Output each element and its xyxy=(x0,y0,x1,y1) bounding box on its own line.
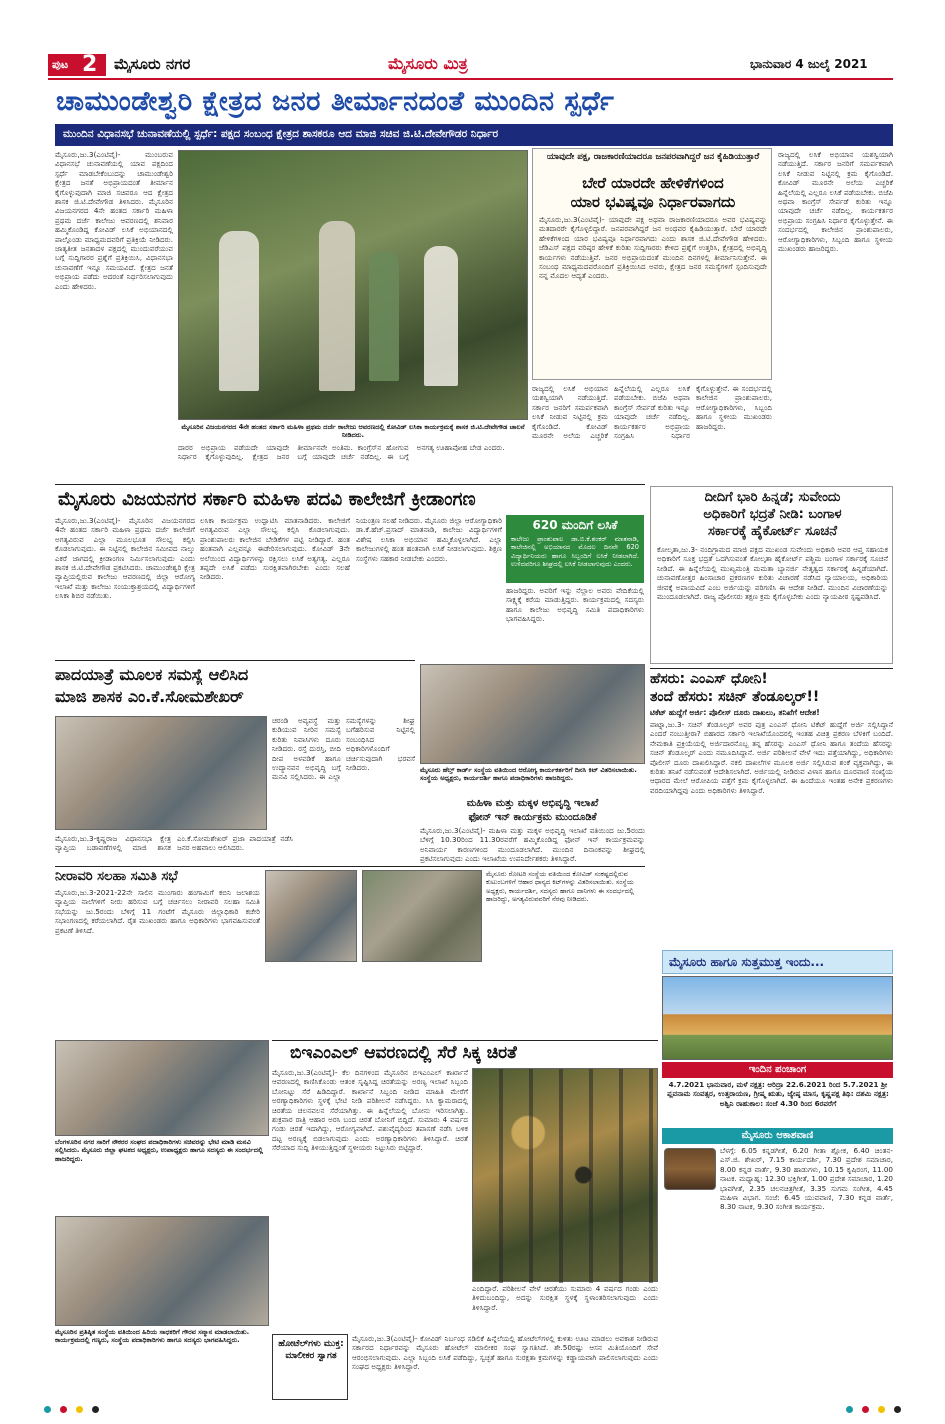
college-top-rule xyxy=(55,484,645,485)
bengal-kicker: ದೀದಿಗೆ ಭಾರಿ ಹಿನ್ನಡೆ; ಸುವೇಂದು xyxy=(704,490,841,505)
college-headline: ಮೈಸೂರು ವಿಜಯನಗರ ಸರ್ಕಾರಿ ಮಹಿಳಾ ಪದವಿ ಕಾಲೇಜಿಗೆ ಕ್ರೀಡಾಂಗಣ xyxy=(58,489,476,510)
leopard-photo xyxy=(472,1068,658,1282)
reg-dot-1 xyxy=(44,1406,51,1413)
hotel-box-title: ಹೋಟೆಲ್‌ಗಳು ಮುಕ್ತ: ಮಾಲೀಕರ ಸ್ವಾಗತ xyxy=(278,1339,344,1361)
bengal-body: ಕೋಲ್ಕತಾ,ಜು.3- ನಂದಿಗ್ರಾಮದ ಮಾಜಿ ಪಕ್ಷದ ಮುಖಂಡ ಸುವೇಂದು ಅಧಿಕಾರಿ ಅವರ ಆಪ್ತ ಸಹಾಯಕ ಅಧಿಕಾರಿಗೆ ಸೂಕ್ತ ಭದ್ರತೆ ಒದಗಿಸುವಂತೆ ಕೋಲ್ಕತಾ ಹೈಕೋರ್ಟ್ ಪಶ್ಚಿಮ ಬಂಗಾಳ ಸರ್ಕಾರಕ್ಕೆ ಸೂಚನೆ ನೀಡಿದೆ. ಈ ಹಿನ್ನೆಲೆಯಲ್ಲಿ ಮುಖ್ಯಮಂತ್ರಿ ಮಮತಾ ಬ್ಯಾನರ್ಜಿ ನೇತೃತ್ವದ ಸರ್ಕಾರಕ್ಕೆ ಹಿನ್ನಡೆಯಾಗಿದೆ. ಚುನಾವಣೋತ್ತರ ಹಿಂಸಾಚಾರ ಪ್ರಕರಣಗಳ ಕುರಿತು ವಿಚಾರಣೆ ನಡೆಸಿದ ನ್ಯಾಯಾಲಯ, ಅಧಿಕಾರಿಯ ಜೀವಕ್ಕೆ ಅಪಾಯವಿದೆ ಎಂಬ ಅರ್ಜಿಯನ್ನು ಪರಿಗಣಿಸಿ ಈ ಆದೇಶ ನೀಡಿದೆ. ಮುಂದಿನ ವಿಚಾರಣೆಯನ್ನು ಮುಂದೂಡಲಾಗಿದೆ. ರಾಜ್ಯ ಪೊಲೀಸರು ತಕ್ಷಣ ಕ್ರಮ ಕೈಗೊಳ್ಳಬೇಕು ಎಂದು ನ್ಯಾಯಪೀಠ ಸ್ಪಷ್ಟಪಡಿಸಿದೆ. xyxy=(657,545,888,602)
panchanga-title-bar xyxy=(662,1062,893,1078)
today-title-bar xyxy=(662,950,893,974)
leopard-top-rule xyxy=(272,1040,658,1041)
lead-photo-figure-2 xyxy=(319,221,355,391)
radio-title: ಮೈಸೂರು ಆಕಾಶವಾಣಿ xyxy=(741,1130,814,1141)
page-label: ಪುಟ xyxy=(52,58,69,71)
radio-body: ಬೆಳಗ್ಗೆ: 6.05 ಕನ್ನಡಗೀತೆ, 6.20 ಗೀತಾ ಶ್ಲೋಕ, 6.40 ಚಿಂತನ-ಎಸ್.ಜಿ. ಶೇಖರ್, 7.15 ಕಾರ್ಯದರ್ಶಿ, 7.30 ಪ್ರದೇಶ ಸಮಾಚಾರ, 8.00 ಕನ್ನಡ ವಾರ್ತೆ, 9.30 ಹಾಡುಗಳು, 10.15 ಕೃಷಿರಂಗ, 11.00 ನಾಟಕ. ಮಧ್ಯಾಹ್ನ: 12.30 ಭಕ್ತಿಗೀತೆ, 1.00 ಪ್ರದೇಶ ಸಮಾಚಾರ, 1.20 ಭಾವಗೀತೆ, 2.35 ಚಲನಚಿತ್ರಗೀತೆ, 3.35 ಸುಗಮ ಸಂಗೀತ, 4.45 ಮಹಿಳಾ ವಿಭಾಗ. ಸಂಜೆ: 6.45 ಯುವವಾಣಿ, 7.30 ಕನ್ನಡ ವಾರ್ತೆ, 8.30 ನಾಟಕ, 9.30 ಸಂಗೀತ ಕಾರ್ಯಕ್ರಮ. xyxy=(720,1146,893,1212)
relief-photo-2 xyxy=(362,870,482,962)
lead-col-1: ಮೈಸೂರು,ಜು.3(ಎಂಟಿವೈ)- ಮುಂಬರುವ ವಿಧಾನಸಭೆ ಚುನಾವಣೆಯಲ್ಲಿ ಯಾವ ಪಕ್ಷದಿಂದ ಸ್ಪರ್ಧೆ ಮಾಡಬೇಕೆಂಬುದನ್ನು ಚಾಮುಂಡೇಶ್ವರಿ ಕ್ಷೇತ್ರದ ಜನತೆ ಅಭಿಪ್ರಾಯದಂತೆ ತೀರ್ಮಾನ ಕೈಗೊಳ್ಳುವುದಾಗಿ ಮಾಜಿ ಸಚಿವರೂ ಆದ ಕ್ಷೇತ್ರದ ಶಾಸಕ ಜಿ.ಟಿ.ದೇವೇಗೌಡ ತಿಳಿಸಿದರು. ಮೈಸೂರಿನ ವಿಜಯನಗರದ 4ನೇ ಹಂತದ ಸರ್ಕಾರಿ ಮಹಿಳಾ ಪ್ರಥಮ ದರ್ಜೆ ಕಾಲೇಜು ಆವರಣದಲ್ಲಿ ಶನಿವಾರ ಹಮ್ಮಿಕೊಂಡಿದ್ದ ಕೋವಿಡ್ ಲಸಿಕೆ ಅಭಿಯಾನದಲ್ಲಿ ಪಾಲ್ಗೊಂಡು ಮಾಧ್ಯಮದವರಿಗೆ ಪ್ರತಿಕ್ರಿಯೆ ನೀಡಿದರು. ಜಾತ್ಯತೀತ ಜನತಾದಳ ಪಕ್ಷದಲ್ಲಿ ಮುಂದುವರೆಯುವ ಬಗ್ಗೆ ಸುದ್ದಿಗಾರರ ಪ್ರಶ್ನೆಗೆ ಪ್ರತಿಕ್ರಿಯಿಸಿ, ವಿಧಾನಸಭಾ ಚುನಾವಣೆಗೆ ಇನ್ನೂ ಸಮಯವಿದೆ. ಕ್ಷೇತ್ರದ ಜನತೆ ಅಭಿಪ್ರಾಯ ಪಡೆದು ಅದರಂತೆ ನಿರ್ಧರಿಸಲಾಗುವುದು ಎಂದು ಹೇಳಿದರು. xyxy=(55,150,173,291)
leopard-headline: ಬಿಇಎಂಎಲ್ ಆವರಣದಲ್ಲಿ ಸೆರೆ ಸಿಕ್ಕ ಚಿರತೆ xyxy=(290,1043,517,1063)
bengal-headline-1: ಅಧಿಕಾರಿಗೆ ಭದ್ರತೆ ನೀಡಿ: ಬಂಗಾಳ xyxy=(703,507,842,522)
sidebar-headline-1: ಬೇರೆ ಯಾರದೇ ಹೇಳಿಕೆಗಳಿಂದ xyxy=(582,174,724,192)
lead-col-under-photo: ದಾರರ ಅಭಿಪ್ರಾಯ ಪಡೆಯದೇ ಯಾವುದೇ ನಿರ್ಧಾರ ಕೈಗೊಳ್ಳುವುದಿಲ್ಲ. ಕ್ಷೇತ್ರದ ಜನರ ತೀರ್ಮಾನವೇ ಅಂತಿಮ. ಕಾಂಗ್ರೆಸ್‌ನ ಹೋಗುವ ಬಗ್ಗೆ ಯಾವುದೇ ಚರ್ಚೆ ನಡೆದಿಲ್ಲ. ಈ ಬಗ್ಗೆ ಅನಗತ್ಯ ಊಹಾಪೋಹ ಬೇಡ ಎಂದರು. xyxy=(178,443,505,462)
college-box-title: 620 ಮಂದಿಗೆ ಲಸಿಕೆ xyxy=(532,518,618,532)
bengal-box xyxy=(650,486,893,664)
felicitation-caption-1: ಬೆಂಗಳೂರಿನ ನಗರ ಸಾರಿಗೆ ನೌಕರರ ಸಂಘದ ಪದಾಧಿಕಾರಿಗಳು ಸಚಿವರನ್ನು ಭೇಟಿ ಮಾಡಿ ಮನವಿ ಸಲ್ಲಿಸಿದರು. ಮೈಸೂರು ಜಿಲ್ಲಾ ಘಟಕದ ಅಧ್ಯಕ್ಷರು, ಉಪಾಧ್ಯಕ್ಷರು ಹಾಗೂ ಸದಸ್ಯರು ಈ ಸಂದರ್ಭದಲ್ಲಿ ಹಾಜರಿದ್ದರು. xyxy=(55,1138,263,1163)
lead-photo-caption: ಮೈಸೂರಿನ ವಿಜಯನಗರದ 4ನೇ ಹಂತದ ಸರ್ಕಾರಿ ಮಹಿಳಾ ಪ್ರಥಮ ದರ್ಜೆ ಕಾಲೇಜು ಆವರಣದಲ್ಲಿ ಕೋವಿಡ್ ಲಸಿಕಾ ಕಾರ್ಯಕ್ರಮಕ್ಕೆ ಶಾಸಕ ಜಿ.ಟಿ.ದೇವೇಗೌಡ ಚಾಲನೆ ನೀಡಿದರು. xyxy=(181,423,525,440)
radio-title-bar xyxy=(662,1128,893,1144)
college-col-4: ಹಾಜರಿದ್ದರು. ಅವರಿಗೆ ಇನ್ನು ನೆಲ್ಲಾಲ ಅವರು ವೇದಿಕೆಯಲ್ಲಿ ಸಾಕ್ಷ್ಯಕ್ಕೆ ಕರೆಯ ಮಾಡುತ್ತಿದ್ದರು. ಕಾರ್ಯಕ್ರಮದಲ್ಲಿ ಸದಸ್ಯರು ಹಾಗೂ ಕಾಲೇಜು ಅಭಿವೃದ್ಧಿ ಸಮಿತಿ ಪದಾಧಿಕಾರಿಗಳು ಭಾಗವಹಿಸಿದ್ದರು. xyxy=(506,586,644,624)
lead-photo-figure-1 xyxy=(219,231,259,391)
committee-headline: ನೀರಾವರಿ ಸಲಹಾ ಸಮಿತಿ ಸಭೆ xyxy=(55,869,178,884)
section-title: ಮೈಸೂರು ನಗರ xyxy=(114,55,191,73)
lead-photo-figure-4 xyxy=(424,246,458,386)
padayatra-caption: ಮೈಸೂರು,ಜು.3-ಕೃಷ್ಣರಾಜ ವಿಧಾನಸಭಾ ಕ್ಷೇತ್ರ ವ್ಯಾಪ್ತಿಯ ಬಡಾವಣೆಗಳಲ್ಲಿ ಮಾಜಿ ಶಾಸಕ ಎಂ.ಕೆ.ಸೋಮಶೇಖರ್ ಪ್ರಜಾ ಪಾದಯಾತ್ರೆ ನಡೆಸಿ ಜನರ ಅಹವಾಲು ಆಲಿಸಿದರು. xyxy=(55,834,293,853)
masthead: ಮೈಸೂರು ಮಿತ್ರ xyxy=(388,54,468,73)
sidebar-story xyxy=(532,148,772,380)
sidebar-kicker: ಯಾವುದೇ ಪಕ್ಷ, ರಾಜಕಾರಣಿಯಾದರೂ ಜನಪರವಾಗಿದ್ದರೆ ಜನ ಕೈಹಿಡಿಯುತ್ತಾರೆ xyxy=(546,152,760,162)
lead-headline-box xyxy=(48,82,893,122)
lead-subhead-bar xyxy=(55,124,893,146)
bengal-headline-2: ಸರ್ಕಾರಕ್ಕೆ ಹೈಕೋರ್ಟ್ ಸೂಚನೆ xyxy=(707,524,838,539)
reg-dot-8 xyxy=(894,1406,901,1413)
sidebar-continued: ರಾಜ್ಯದಲ್ಲಿ ಲಸಿಕೆ ಅಭಿಯಾನ ಯಶಸ್ವಿಯಾಗಿ ನಡೆಯುತ್ತಿದೆ. ಸರ್ಕಾರ ಜನರಿಗೆ ಸಮರ್ಪಕವಾಗಿ ಲಸಿಕೆ ನೀಡುವ ನಿಟ್ಟಿನಲ್ಲಿ ಕ್ರಮ ಕೈಗೊಂಡಿದೆ. ಕೋವಿಡ್ ಮೂರನೇ ಅಲೆಯ ಎಚ್ಚರಿಕೆ ಹಿನ್ನೆಲೆಯಲ್ಲಿ ಎಲ್ಲರೂ ಲಸಿಕೆ ಪಡೆಯಬೇಕು. ಬಿಜೆಪಿ ಅಥವಾ ಕಾಂಗ್ರೆಸ್ ಸೇರ್ಪಡೆ ಕುರಿತು ಇನ್ನೂ ಯಾವುದೇ ಚರ್ಚೆ ನಡೆದಿಲ್ಲ. ಕಾರ್ಯಕರ್ತರ ಅಭಿಪ್ರಾಯ ಸಂಗ್ರಹಿಸಿ ನಿರ್ಧಾರ ಕೈಗೊಳ್ಳುತ್ತೇನೆ. ಈ ಸಂದರ್ಭದಲ್ಲಿ ಕಾಲೇಜಿನ ಪ್ರಾಂಶುಪಾಲರು, ಆರೋಗ್ಯಾಧಿಕಾರಿಗಳು, ಸಿಬ್ಬಂದಿ ಹಾಗೂ ಸ್ಥಳೀಯ ಮುಖಂಡರು ಹಾಜರಿದ್ದರು. xyxy=(532,384,772,441)
relief-photo-1 xyxy=(265,870,357,962)
relief-caption: ಮೈಸೂರು ರೋಟರಿ ಸಂಸ್ಥೆಯ ವತಿಯಿಂದ ಕೋವಿಡ್ ಸಂಕಷ್ಟದಲ್ಲಿರುವ ಕುಟುಂಬಗಳಿಗೆ ಆಹಾರ ಧಾನ್ಯದ ಕಿಟ್‌ಗಳನ್ನು ವಿತರಿಸಲಾಯಿತು. ಸಂಸ್ಥೆಯ ಅಧ್ಯಕ್ಷರು, ಕಾರ್ಯದರ್ಶಿ, ಸದಸ್ಯರು ಹಾಗೂ ದಾನಿಗಳು ಈ ಸಂದರ್ಭದಲ್ಲಿ ಹಾಜರಿದ್ದು, ಅಗತ್ಯವಿರುವವರಿಗೆ ನೆರವು ನೀಡಿದರು. xyxy=(486,870,634,904)
college-col-2: ಲಸಿಕಾ ಕಾರ್ಯಕ್ರಮ ಉದ್ಘಾಟಿಸಿ ಮಾತನಾಡಿದರು. ಕಾಲೇಜಿಗೆ ಅಗತ್ಯವಿರುವ ಎಲ್ಲಾ ಸೌಲಭ್ಯ ಕಲ್ಪಿಸಿ ಕೊಡಲಾಗುವುದು. ಪ್ರಾಂಶುಪಾಲರು ಕಾಲೇಜಿನ ಬೇಡಿಕೆಗಳ ಪಟ್ಟಿ ನೀಡಿದ್ದಾರೆ. ಹಂತ ಹಂತವಾಗಿ ಎಲ್ಲವನ್ನೂ ಈಡೇರಿಸಲಾಗುವುದು. ಕೋವಿಡ್ 3ನೇ ಅಲೆಯಿಂದ ವಿದ್ಯಾರ್ಥಿಗಳನ್ನು ರಕ್ಷಿಸಲು ಲಸಿಕೆ ಅತ್ಯಗತ್ಯ. ಎಲ್ಲರೂ ತಪ್ಪದೇ ಲಸಿಕೆ ಪಡೆದು ಸುರಕ್ಷಿತವಾಗಿರಬೇಕು ಎಂದು ಸಲಹೆ ನೀಡಿದರು. xyxy=(200,516,350,582)
panchanga-body: 4.7.2021 ಭಾನುವಾರ, ಮಳೆ ನಕ್ಷತ್ರ: ಆರಿದ್ರಾ 22.6.2021 ರಿಂದ 5.7.2021 ಶ್ರೀ ಪ್ಲವನಾಮ ಸಂವತ್ಸರ, ಉತ್ತರಾಯಣ, ಗ್ರೀಷ್ಮ ಋತು, ಜ್ಯೇಷ್ಠ ಮಾಸ, ಕೃಷ್ಣಪಕ್ಷ ತಿಥಿ: ದಶಮಿ ನಕ್ಷತ್ರ: ಅಶ್ವಿನಿ ರಾಹುಕಾಲ: ಸಂಜೆ 4.30 ರಿಂದ 6ರವರೆಗೆ xyxy=(667,1080,889,1108)
college-col-1: ಮೈಸೂರು,ಜು.3(ಎಂಟಿವೈ)- ಮೈಸೂರಿನ ವಿಜಯನಗರದ 4ನೇ ಹಂತದ ಸರ್ಕಾರಿ ಮಹಿಳಾ ಪ್ರಥಮ ದರ್ಜೆ ಕಾಲೇಜಿಗೆ ಅಗತ್ಯವಿರುವ ಎಲ್ಲಾ ಮೂಲಭೂತ ಸೌಲಭ್ಯ ಕಲ್ಪಿಸಿ ಕೊಡಲಾಗುವುದು. ಈ ನಿಟ್ಟಿನಲ್ಲಿ ಕಾಲೇಜಿನ ಸಮೀಪದ ನಾಲ್ಕು ಎಕರೆ ಜಾಗದಲ್ಲಿ ಕ್ರೀಡಾಂಗಣ ನಿರ್ಮಿಸಲಾಗುವುದು ಎಂದು ಶಾಸಕ ಜಿ.ಟಿ.ದೇವೇಗೌಡ ಪ್ರಕಟಿಸಿದರು. ಚಾಮುಂಡೇಶ್ವರಿ ಕ್ಷೇತ್ರ ವ್ಯಾಪ್ತಿಯಲ್ಲಿರುವ ಕಾಲೇಜು ಆವರಣದಲ್ಲಿ ಜಿಲ್ಲಾ ಆರೋಗ್ಯ ಇಲಾಖೆ ಮತ್ತು ಕಾಲೇಜು ಸಂಯುಕ್ತಾಶ್ರಯದಲ್ಲಿ ವಿದ್ಯಾರ್ಥಿಗಳಿಗೆ ಲಸಿಕಾ ಶಿಬಿರ ನಡೆಯಿತು. xyxy=(55,516,195,601)
hotel-box xyxy=(272,1334,348,1400)
padayatra-headline-2: ಮಾಜಿ ಶಾಸಕ ಎಂ.ಕೆ.ಸೋಮಶೇಖರ್ xyxy=(55,687,244,706)
dhoni-headline-1: ಹೆಸರು: ಎಂಎಸ್ ಧೋನಿ! xyxy=(650,671,768,687)
phone-headline-2: ಫೋನ್ ಇನ್ ಕಾರ್ಯಕ್ರಮ ಮುಂದೂಡಿಕೆ xyxy=(468,812,597,823)
padayatra-headline-1: ಪಾದಯಾತ್ರೆ ಮೂಲಕ ಸಮಸ್ಯೆ ಆಲಿಸಿದ xyxy=(55,665,249,684)
dhoni-kicker: ಟಿಕೆಟ್ ಹುದ್ದೆಗೆ ಅರ್ಜಿ: ಪೊಲೀಸ್ ದೂರು ದಾಖಲು, ತನಿಖೆಗೆ ಆದೇಶ! xyxy=(650,708,820,717)
committee-top-rule xyxy=(55,866,645,867)
page-number: 2 xyxy=(82,52,98,77)
lead-photo xyxy=(178,150,528,420)
leopard-photo-caption: ಎಂದಿದ್ದಾರೆ. ಪರಿಶೀಲನೆ ವೇಳೆ ಚಿರತೆಯು ಸುಮಾರು 4 ವರ್ಷದ ಗಂಡು ಎಂದು ತಿಳಿದುಬಂದಿದ್ದು, ಅದನ್ನು ಸುರಕ್ಷಿತ ಸ್ಥಳಕ್ಕೆ ಸ್ಥಳಾಂತರಿಸಲಾಗುವುದು ಎಂದು ತಿಳಿಸಿದ್ದಾರೆ. xyxy=(472,1284,658,1312)
lead-headline: ಚಾಮುಂಡೇಶ್ವರಿ ಕ್ಷೇತ್ರದ ಜನರ ತೀರ್ಮಾನದಂತೆ ಮುಂದಿನ ಸ್ಪರ್ಧೆ xyxy=(56,86,615,117)
reg-dot-2 xyxy=(60,1406,67,1413)
dhoni-top-rule xyxy=(650,668,893,669)
padayatra-photo xyxy=(55,716,267,830)
sidebar-headline-2: ಯಾರ ಭವಿಷ್ಯವೂ ನಿರ್ಧಾರವಾಗದು xyxy=(570,193,736,211)
hotel-body: ಮೈಸೂರು,ಜು.3(ಎಂಟಿವೈ)- ಕೋವಿಡ್ ನಿರ್ಬಂಧ ಸಡಿಲಿಕೆ ಹಿನ್ನೆಲೆಯಲ್ಲಿ ಹೋಟೆಲ್‌ಗಳಲ್ಲಿ ಕುಳಿತು ಊಟ ಮಾಡಲು ಅವಕಾಶ ನೀಡಿರುವ ಸರ್ಕಾರದ ನಿರ್ಧಾರವನ್ನು ಮೈಸೂರು ಹೋಟೆಲ್ ಮಾಲೀಕರ ಸಂಘ ಸ್ವಾಗತಿಸಿದೆ. ಶೇ.50ರಷ್ಟು ಆಸನ ಮಿತಿಯೊಂದಿಗೆ ಸೇವೆ ಆರಂಭಿಸಲಾಗುವುದು. ಎಲ್ಲಾ ಸಿಬ್ಬಂದಿ ಲಸಿಕೆ ಪಡೆದಿದ್ದು, ಸ್ವಚ್ಛತೆ ಹಾಗೂ ಸುರಕ್ಷತಾ ಕ್ರಮಗಳನ್ನು ಕಡ್ಡಾಯವಾಗಿ ಪಾಲಿಸಲಾಗುವುದು ಎಂದು ಸಂಘದ ಅಧ್ಯಕ್ಷರು ತಿಳಿಸಿದ್ದಾರೆ. xyxy=(352,1334,658,1372)
padayatra-top-rule xyxy=(55,660,415,661)
phone-body: ಮೈಸೂರು,ಜು.3(ಎಂಟಿವೈ)- ಮಹಿಳಾ ಮತ್ತು ಮಕ್ಕಳ ಅಭಿವೃದ್ಧಿ ಇಲಾಖೆ ವತಿಯಿಂದ ಜು.5ರಂದು ಬೆಳಿಗ್ಗೆ 10.30ರಿಂದ 11.30ರವರೆಗೆ ಹಮ್ಮಿಕೊಂಡಿದ್ದ ಫೋನ್ ಇನ್ ಕಾರ್ಯಕ್ರಮವನ್ನು ಅನಿವಾರ್ಯ ಕಾರಣಗಳಿಂದ ಮುಂದೂಡಲಾಗಿದೆ. ಮುಂದಿನ ದಿನಾಂಕವನ್ನು ಶೀಘ್ರದಲ್ಲಿ ಪ್ರಕಟಿಸಲಾಗುವುದು ಎಂದು ಇಲಾಖೆಯ ಉಪನಿರ್ದೇಶಕರು ತಿಳಿಸಿದ್ದಾರೆ. xyxy=(420,826,645,864)
felicitation-photo-1 xyxy=(55,1040,269,1136)
kit-caption: ಮೈಸೂರು ಹೆಲ್ತ್ ಕಾರ್ಡ್ ಸಂಸ್ಥೆಯ ವತಿಯಿಂದ ಆರೋಗ್ಯ ಕಾರ್ಯಕರ್ತರಿಗೆ ದಿನಸಿ ಕಿಟ್ ವಿತರಿಸಲಾಯಿತು. ಸಂಸ್ಥೆಯ ಅಧ್ಯಕ್ಷರು, ಕಾರ್ಯದರ್ಶಿ ಹಾಗೂ ಪದಾಧಿಕಾರಿಗಳು ಹಾಜರಿದ್ದರು. xyxy=(420,766,637,783)
phone-headline-1: ಮಹಿಳಾ ಮತ್ತು ಮಕ್ಕಳ ಅಭಿವೃದ್ಧಿ ಇಲಾಖೆ xyxy=(466,798,599,809)
page-header xyxy=(48,52,893,78)
reg-dot-5 xyxy=(846,1406,853,1413)
leopard-body: ಮೈಸೂರು,ಜು.3(ಎಂಟಿವೈ)- ಕೆಲ ದಿನಗಳಿಂದ ಮೈಸೂರಿನ ಬಿಇಎಂಎಲ್ ಕಾರ್ಖಾನೆ ಆವರಣದಲ್ಲಿ ಕಾಣಿಸಿಕೊಂಡು ಆತಂಕ ಸೃಷ್ಟಿಸಿದ್ದ ಚಿರತೆಯನ್ನು ಅರಣ್ಯ ಇಲಾಖೆ ಸಿಬ್ಬಂದಿ ಬೋನಿಟ್ಟು ಸೆರೆ ಹಿಡಿದಿದ್ದಾರೆ. ಕಾರ್ಖಾನೆ ಸಿಬ್ಬಂದಿ ನೀಡಿದ ಮಾಹಿತಿ ಮೇರೆಗೆ ಅರಣ್ಯಾಧಿಕಾರಿಗಳು ಸ್ಥಳಕ್ಕೆ ಭೇಟಿ ನೀಡಿ ಪರಿಶೀಲನೆ ನಡೆಸಿದ್ದರು. ಸಿಸಿ ಕ್ಯಾಮರಾದಲ್ಲಿ ಚಿರತೆಯ ಚಲನವಲನ ಸೆರೆಯಾಗಿತ್ತು. ಈ ಹಿನ್ನೆಲೆಯಲ್ಲಿ ಬೋನು ಇರಿಸಲಾಗಿತ್ತು. ಶುಕ್ರವಾರ ರಾತ್ರಿ ಆಹಾರ ಅರಸಿ ಬಂದ ಚಿರತೆ ಬೋನಿಗೆ ಬಿದ್ದಿದೆ. ಸುಮಾರು 4 ವರ್ಷದ ಗಂಡು ಚಿರತೆ ಇದಾಗಿದ್ದು, ಆರೋಗ್ಯವಾಗಿದೆ. ಪಶುವೈದ್ಯರಿಂದ ತಪಾಸಣೆ ನಡೆಸಿ ಬಳಿಕ ದಟ್ಟ ಅರಣ್ಯಕ್ಕೆ ಬಿಡಲಾಗುವುದು ಎಂದು ಅರಣ್ಯಾಧಿಕಾರಿಗಳು ತಿಳಿಸಿದ್ದಾರೆ. ಚಿರತೆ ಸೆರೆಯಾದ ಸುದ್ದಿ ತಿಳಿಯುತ್ತಿದ್ದಂತೆ ಸ್ಥಳೀಯರು ನಿಟ್ಟುಸಿರು ಬಿಟ್ಟಿದ್ದಾರೆ. xyxy=(272,1068,468,1153)
college-box xyxy=(506,515,644,583)
page-number-badge xyxy=(48,54,106,76)
lead-photo-figure-3 xyxy=(369,251,399,381)
date-line: ಭಾನುವಾರ 4 ಜುಲೈ 2021 xyxy=(750,57,868,71)
cage-bars xyxy=(473,1069,659,1283)
header-rule xyxy=(48,78,893,80)
reg-dot-4 xyxy=(92,1406,99,1413)
dhoni-body: ಪಾಟ್ನಾ,ಜು.3- ಸಚಿನ್ ತೆಂಡೂಲ್ಕರ್ ಅವರ ಪುತ್ರ ಎಂಎಸ್ ಧೋನಿ ಟಿಕೆಟ್ ಹುದ್ದೆಗೆ ಅರ್ಜಿ ಸಲ್ಲಿಸಿದ್ದಾನೆ ಎಂದರೆ ನಂಬುತ್ತೀರಾ? ಬಿಹಾರದ ಸರ್ಕಾರಿ ಇಲಾಖೆಯೊಂದರಲ್ಲಿ ಇಂತಹ ವಿಚಿತ್ರ ಪ್ರಕರಣ ಬೆಳಕಿಗೆ ಬಂದಿದೆ. ನೇಮಕಾತಿ ಪ್ರಕ್ರಿಯೆಯಲ್ಲಿ ಅರ್ಜಿದಾರನೊಬ್ಬ ತನ್ನ ಹೆಸರನ್ನು ಎಂಎಸ್ ಧೋನಿ ಹಾಗೂ ತಂದೆಯ ಹೆಸರನ್ನು ಸಚಿನ್ ತೆಂಡೂಲ್ಕರ್ ಎಂದು ನಮೂದಿಸಿದ್ದಾನೆ. ಅರ್ಜಿ ಪರಿಶೀಲನೆ ವೇಳೆ ಇದು ಪತ್ತೆಯಾಗಿದ್ದು, ಅಧಿಕಾರಿಗಳು ಪೊಲೀಸ್ ದೂರು ದಾಖಲಿಸಿದ್ದಾರೆ. ನಕಲಿ ದಾಖಲೆಗಳ ಮೂಲಕ ಅರ್ಜಿ ಸಲ್ಲಿಸಿರುವ ಶಂಕೆ ವ್ಯಕ್ತವಾಗಿದ್ದು, ಈ ಕುರಿತು ತನಿಖೆ ನಡೆಸುವಂತೆ ಆದೇಶಿಸಲಾಗಿದೆ. ಅರ್ಜಿಯಲ್ಲಿ ನೀಡಿರುವ ವಿಳಾಸ ಹಾಗೂ ದೂರವಾಣಿ ಸಂಖ್ಯೆಯ ಆಧಾರದ ಮೇಲೆ ಆರೋಪಿಯ ಪತ್ತೆಗೆ ಕ್ರಮ ಕೈಗೊಳ್ಳಲಾಗಿದೆ. ಈ ಹಿಂದೆಯೂ ಇಂತಹ ಅನೇಕ ಪ್ರಕರಣಗಳು ವರದಿಯಾಗಿದ್ದವು ಎಂದು ಅಧಿಕಾರಿಗಳು ತಿಳಿಸಿದ್ದಾರೆ. xyxy=(650,720,893,795)
radio-icon xyxy=(664,1148,716,1190)
panchanga-title: ಇಂದಿನ ಪಂಚಾಂಗ xyxy=(748,1064,807,1075)
kit-photo xyxy=(420,664,645,764)
college-col-3: ನಿಯಂತ್ರಣ ಸಲಹೆ ನೀಡಿದರು. ಮೈಸೂರು ಜಿಲ್ಲಾ ಆರೋಗ್ಯಾಧಿಕಾರಿ ಡಾ.ಕೆ.ಹೆಚ್.ಪ್ರಸಾದ್ ಮಾತನಾಡಿ, ಕಾಲೇಜು ವಿದ್ಯಾರ್ಥಿಗಳಿಗೆ ವಿಶೇಷ ಲಸಿಕಾ ಅಭಿಯಾನ ಹಮ್ಮಿಕೊಳ್ಳಲಾಗಿದೆ. ಎಲ್ಲಾ ಕಾಲೇಜುಗಳಲ್ಲಿ ಹಂತ ಹಂತವಾಗಿ ಲಸಿಕೆ ನೀಡಲಾಗುವುದು. ಶಿಕ್ಷಣ ಸಂಸ್ಥೆಗಳು ಸಹಕಾರ ನೀಡಬೇಕು ಎಂದರು. xyxy=(356,516,502,563)
padayatra-body: ಚರಂಡಿ ಅವ್ಯವಸ್ಥೆ ಮತ್ತು ಕುಡಿಯುವ ನೀರಿನ ಸಮಸ್ಯೆ ಕುರಿತು ನಿವಾಸಿಗಳು ದೂರು ನೀಡಿದರು. ರಸ್ತೆ ದುರಸ್ತಿ, ಬೀದಿ ದೀಪ ಅಳವಡಿಕೆ ಹಾಗೂ ಉದ್ಯಾನವನ ಅಭಿವೃದ್ಧಿ ಬಗ್ಗೆ ಮನವಿ ಸಲ್ಲಿಸಿದರು. ಈ ಎಲ್ಲಾ ಸಮಸ್ಯೆಗಳನ್ನು ಶೀಘ್ರ ಬಗೆಹರಿಸುವ ನಿಟ್ಟಿನಲ್ಲಿ ಸಂಬಂಧಿಸಿದ ಅಧಿಕಾರಿಗಳೊಂದಿಗೆ ಚರ್ಚಿಸುವುದಾಗಿ ಭರವಸೆ ನೀಡಿದರು. xyxy=(272,716,415,782)
lead-subhead: ಮುಂದಿನ ವಿಧಾನಸಭೆ ಚುನಾವಣೆಯಲ್ಲಿ ಸ್ಪರ್ಧೆ: ಪಕ್ಷದ ಸಂಬಂಧ ಕ್ಷೇತ್ರದ ಶಾಸಕರೂ ಆದ ಮಾಜಿ ಸಚಿವ ಜಿ.ಟಿ.ದೇವೇಗೌಡರ ನಿರ್ಧಾರ xyxy=(63,128,499,140)
palace-photo xyxy=(662,976,893,1060)
college-box-body: ಕಾಲೇಜು ಪ್ರಾಂಶುಪಾಲ ಡಾ.ಬಿ.ಕೆ.ಶಂಕರ್ ಮಾತನಾಡಿ, ಕಾಲೇಜಿನಲ್ಲಿ ಅಭಿಯಾನದ ಮೊದಲ ದಿನವೇ 620 ವಿದ್ಯಾರ್ಥಿನಿಯರು ಹಾಗೂ ಸಿಬ್ಬಂದಿಗೆ ಲಸಿಕೆ ನೀಡಲಾಗಿದೆ. ಉಳಿದವರಿಗೂ ಶೀಘ್ರದಲ್ಲಿ ಲಸಿಕೆ ನೀಡಲಾಗುವುದು ಎಂದರು. xyxy=(511,535,639,569)
felicitation-photo-2 xyxy=(55,1216,269,1326)
committee-body: ಮೈಸೂರು,ಜು.3-2021-22ನೇ ಸಾಲಿನ ಮುಂಗಾರು ಹಂಗಾಮಿಗೆ ಕಬಿನಿ ಜಲಾಶಯ ವ್ಯಾಪ್ತಿಯ ನಾಲೆಗಳಿಗೆ ನೀರು ಹರಿಸುವ ಬಗ್ಗೆ ಚರ್ಚಿಸಲು ನೀರಾವರಿ ಸಲಹಾ ಸಮಿತಿ ಸಭೆಯನ್ನು ಜು.5ರಂದು ಬೆಳಿಗ್ಗೆ 11 ಗಂಟೆಗೆ ಮೈಸೂರು ಜಿಲ್ಲಾಧಿಕಾರಿ ಕಚೇರಿ ಸಭಾಂಗಣದಲ್ಲಿ ಕರೆಯಲಾಗಿದೆ. ರೈತ ಮುಖಂಡರು ಹಾಗೂ ಅಧಿಕಾರಿಗಳು ಭಾಗವಹಿಸುವಂತೆ ಪ್ರಕಟಣೆ ತಿಳಿಸಿದೆ. xyxy=(55,888,260,935)
sidebar-body: ಮೈಸೂರು,ಜು.3(ಎಂಟಿವೈ)- ಯಾವುದೇ ಪಕ್ಷ ಅಥವಾ ರಾಜಕಾರಣಿಯಾದರೂ ಅವರ ಭವಿಷ್ಯವನ್ನು ಮತದಾರರೇ ಕೈಗೊಳ್ಳಲಿದ್ದಾರೆ. ಜನಪರವಾಗಿದ್ದರೆ ಜನ ಅಂಥವರ ಕೈಹಿಡಿಯುತ್ತಾರೆ. ಬೇರೆ ಯಾರದೇ ಹೇಳಿಕೆಗಳಿಂದ ಯಾರ ಭವಿಷ್ಯವೂ ನಿರ್ಧಾರವಾಗದು ಎಂದು ಶಾಸಕ ಜಿ.ಟಿ.ದೇವೇಗೌಡ ಹೇಳಿದರು. ಜೆಡಿಎಸ್ ಪಕ್ಷದ ವರಿಷ್ಠರ ಹೇಳಿಕೆ ಕುರಿತು ಸುದ್ದಿಗಾರರು ಕೇಳಿದ ಪ್ರಶ್ನೆಗೆ ಉತ್ತರಿಸಿ, ಕ್ಷೇತ್ರದಲ್ಲಿ ಅಭಿವೃದ್ಧಿ ಕಾರ್ಯಗಳು ನಡೆಯುತ್ತಿವೆ. ಜನರ ಅಭಿಪ್ರಾಯದಂತೆ ಮುಂದಿನ ದಿನಗಳಲ್ಲಿ ತೀರ್ಮಾನಿಸುತ್ತೇನೆ. ಈ ಸಂಬಂಧ ಮಾಧ್ಯಮದವರೊಂದಿಗೆ ಪ್ರತಿಕ್ರಿಯಿಸಿದ ಅವರು, ಕ್ಷೇತ್ರದ ಜನರ ಸಮಸ್ಯೆಗಳಿಗೆ ಸ್ಪಂದಿಸುವುದೇ ನನ್ನ ಮೊದಲ ಆದ್ಯತೆ ಎಂದರು. xyxy=(539,215,767,281)
felicitation-caption-2: ಮೈಸೂರಿನ ಪ್ರತಿಷ್ಠಿತ ಸಂಸ್ಥೆಯ ವತಿಯಿಂದ ಹಿರಿಯ ಸಾಧಕರಿಗೆ ಗೌರವ ಸನ್ಮಾನ ಮಾಡಲಾಯಿತು. ಕಾರ್ಯಕ್ರಮದಲ್ಲಿ ಗಣ್ಯರು, ಸಂಸ್ಥೆಯ ಪದಾಧಿಕಾರಿಗಳು ಹಾಗೂ ಸದಸ್ಯರು ಭಾಗವಹಿಸಿದ್ದರು. xyxy=(55,1328,250,1345)
reg-dot-6 xyxy=(862,1406,869,1413)
reg-dot-3 xyxy=(76,1406,83,1413)
dhoni-headline-2: ತಂದೆ ಹೆಸರು: ಸಚಿನ್ ತೆಂಡೂಲ್ಕರ್!! xyxy=(650,689,820,705)
reg-dot-7 xyxy=(878,1406,885,1413)
right-col-top: ರಾಜ್ಯದಲ್ಲಿ ಲಸಿಕೆ ಅಭಿಯಾನ ಯಶಸ್ವಿಯಾಗಿ ನಡೆಯುತ್ತಿದೆ. ಸರ್ಕಾರ ಜನರಿಗೆ ಸಮರ್ಪಕವಾಗಿ ಲಸಿಕೆ ನೀಡುವ ನಿಟ್ಟಿನಲ್ಲಿ ಕ್ರಮ ಕೈಗೊಂಡಿದೆ. ಕೋವಿಡ್ ಮೂರನೇ ಅಲೆಯ ಎಚ್ಚರಿಕೆ ಹಿನ್ನೆಲೆಯಲ್ಲಿ ಎಲ್ಲರೂ ಲಸಿಕೆ ಪಡೆಯಬೇಕು. ಬಿಜೆಪಿ ಅಥವಾ ಕಾಂಗ್ರೆಸ್ ಸೇರ್ಪಡೆ ಕುರಿತು ಇನ್ನೂ ಯಾವುದೇ ಚರ್ಚೆ ನಡೆದಿಲ್ಲ. ಕಾರ್ಯಕರ್ತರ ಅಭಿಪ್ರಾಯ ಸಂಗ್ರಹಿಸಿ ನಿರ್ಧಾರ ಕೈಗೊಳ್ಳುತ್ತೇನೆ. ಈ ಸಂದರ್ಭದಲ್ಲಿ ಕಾಲೇಜಿನ ಪ್ರಾಂಶುಪಾಲರು, ಆರೋಗ್ಯಾಧಿಕಾರಿಗಳು, ಸಿಬ್ಬಂದಿ ಹಾಗೂ ಸ್ಥಳೀಯ ಮುಖಂಡರು ಹಾಜರಿದ್ದರು. xyxy=(778,150,893,254)
today-title: ಮೈಸೂರು ಹಾಗೂ ಸುತ್ತಮುತ್ತ ಇಂದು... xyxy=(669,955,825,969)
